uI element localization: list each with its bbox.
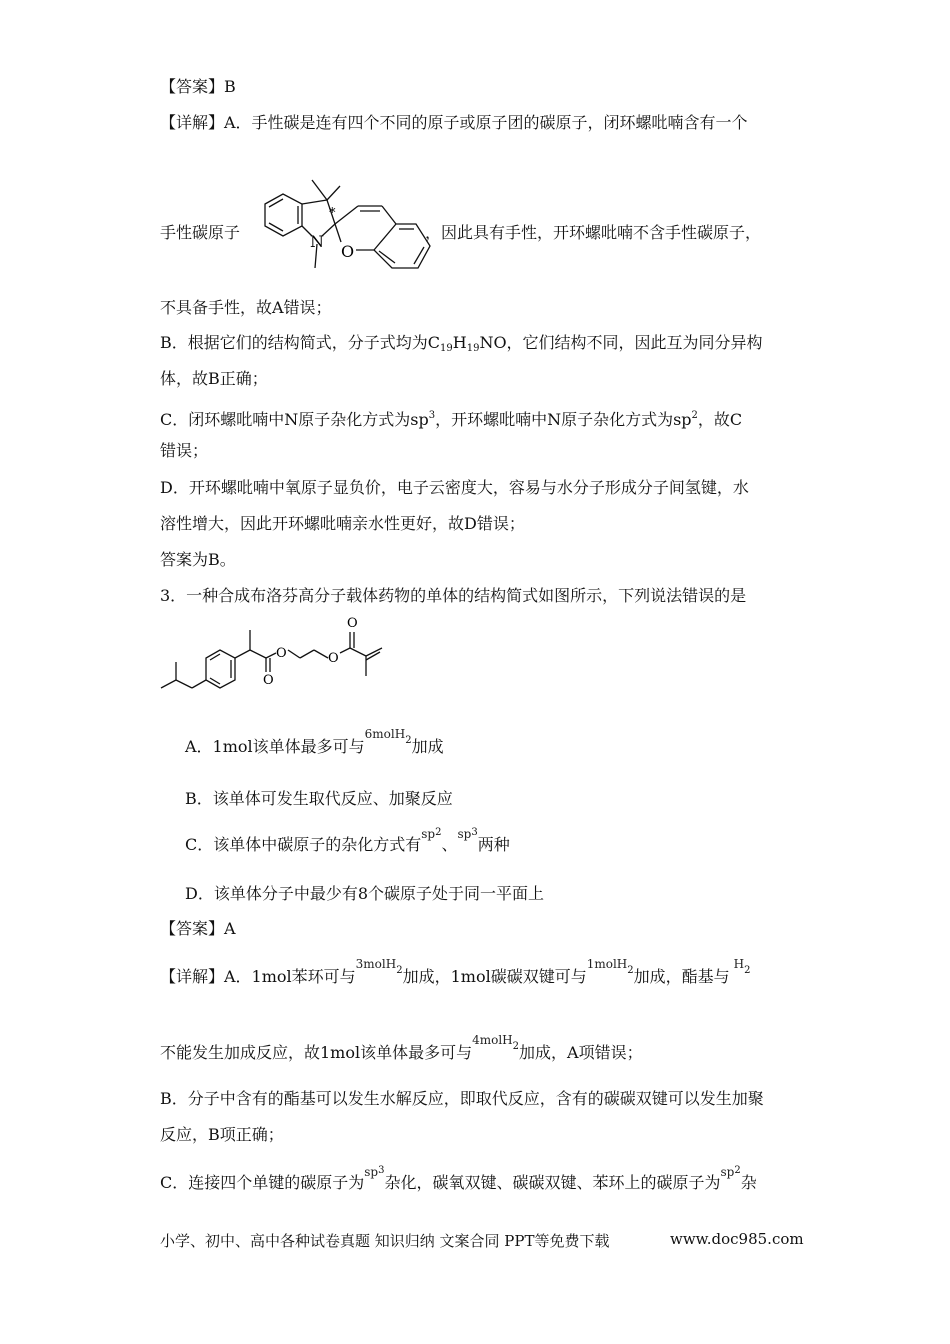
q3-detail-c-sp2: sp	[720, 1165, 735, 1179]
carbonyl-o-1: O	[263, 673, 274, 688]
sp2-sup: 2	[691, 410, 698, 421]
q3-detail-c-sp3: sp	[364, 1165, 379, 1179]
q3-option-d: D．该单体分子中最少有8个碳原子处于同一平面上	[185, 884, 545, 903]
q3-detail-b-line1: B．分子中含有的酯基可以发生水解反应，即取代反应，含有的碳碳双键可以发生加聚	[160, 1089, 764, 1108]
q3-option-c-post: 两种	[477, 835, 510, 854]
q3-detail-a-chem2: 1molH	[586, 957, 628, 971]
q2-detail-a-line2-pre: 手性碳原子	[160, 223, 241, 242]
q3-detail-c-sp3-sup: 3	[378, 1165, 385, 1176]
q3-option-c-sp2: sp	[421, 827, 436, 841]
q2-detail-c-line1	[160, 405, 742, 431]
q3-option-a	[185, 727, 444, 764]
q2-detail-b-text: B．根据它们的结构简式，分子式均为C	[160, 333, 441, 352]
sp3-sup: 3	[428, 410, 436, 421]
q3-option-b: B．该单体可发生取代反应、加聚反应	[185, 789, 453, 808]
q3-option-c-sep: 、	[441, 835, 458, 854]
q2-answer: 【答案】B	[160, 77, 236, 96]
q3-option-c-text: C．该单体中碳原子的杂化方式有	[185, 835, 422, 854]
q3-detail-c-text: C．连接四个单键的碳原子为	[160, 1173, 365, 1192]
q3-detail-c-line1	[160, 1165, 757, 1200]
q3-detail-a-mid: 加成，1mol碳碳双键可与	[402, 967, 587, 986]
q2-detail-a-line2-post: ，因此具有手性，开环螺吡喃不含手性碳原子，	[425, 223, 762, 242]
q3-option-c-sp2-sup: 2	[435, 827, 442, 838]
q3-detail-a-chem3: H	[733, 957, 745, 971]
q2-detail-c-text: C．闭环螺吡喃中N原子杂化方式为sp	[160, 410, 429, 429]
q3-detail-b-line2: 反应，B项正确；	[160, 1125, 284, 1144]
q2-detail-b-post: NO，它们结构不同，因此互为同分异构	[479, 333, 763, 352]
page-footer	[160, 1230, 804, 1251]
q3-stem: 3．一种合成布洛芬高分子载体药物的单体的结构简式如图所示，下列说法错误的是	[160, 586, 747, 605]
q3-detail-a-sub1: 2	[396, 965, 403, 976]
q3-detail-a2-chem: 4molH	[472, 1033, 513, 1047]
q3-option-c-sp3-sup: 3	[471, 827, 478, 838]
formula-h: H	[452, 333, 467, 352]
q3-detail-a2-sub: 2	[512, 1041, 520, 1052]
chiral-star: *	[329, 206, 336, 221]
formula-sub-c: 19	[440, 343, 453, 354]
formula-sub-h: 19	[466, 343, 480, 354]
q3-detail-a2-text: 不能发生加成反应，故1mol该单体最多可与	[160, 1043, 473, 1062]
q3-option-a-sub: 2	[405, 735, 412, 746]
q3-detail-a2-post: 加成，A项错误；	[519, 1043, 643, 1062]
q3-detail-c-mid: 杂化，碳氧双键、碳碳双键、苯环上的碳原子为	[384, 1173, 721, 1192]
q2-detail-c-mid: ，开环螺吡喃中N原子杂化方式为sp	[435, 410, 692, 429]
q2-conclusion: 答案为B。	[160, 550, 236, 569]
ester-o-2: O	[328, 651, 339, 666]
q3-detail-c-sp2-sup: 2	[734, 1165, 741, 1176]
q2-detail-c-post: ，故C	[697, 410, 743, 429]
q2-detail-c-line2: 错误；	[160, 441, 209, 460]
q3-detail-a-sub2: 2	[627, 965, 634, 976]
atom-n: N	[310, 232, 324, 251]
q2-detail-d-line1: D．开环螺吡喃中氧原子显负价，电子云密度大，容易与水分子形成分子间氢键，水	[160, 478, 749, 497]
q3-detail-a-line1	[160, 957, 751, 994]
q3-option-c-sp3: sp	[457, 827, 472, 841]
footer-url[interactable]: www.doc985.com	[670, 1230, 804, 1248]
carbonyl-o-2: O	[347, 616, 358, 631]
q2-detail-d-line2: 溶性增大，因此开环螺吡喃亲水性更好，故D错误；	[160, 514, 525, 533]
q3-detail-a-text: 【详解】A．1mol苯环可与	[160, 967, 356, 986]
q3-detail-a-chem1: 3molH	[355, 957, 397, 971]
q3-option-c	[185, 827, 510, 862]
q3-option-a-chem: 6molH	[364, 727, 406, 741]
q3-option-a-text: A．1mol该单体最多可与	[185, 737, 365, 756]
q2-detail-b-line1	[160, 332, 763, 360]
q2-detail-b-line2: 体，故B正确；	[160, 369, 268, 388]
q2-detail-a-line1: 【详解】A．手性碳是连有四个不同的原子或原子团的碳原子，闭环螺吡喃含有一个	[160, 113, 748, 132]
atom-o: O	[341, 242, 355, 261]
q3-detail-a-mid2: 加成，酯基与	[633, 967, 730, 986]
q3-detail-a-sub3: 2	[744, 965, 751, 976]
q3-detail-a-line2	[160, 1033, 643, 1070]
ester-o-1: O	[276, 646, 287, 661]
q3-answer: 【答案】A	[160, 919, 236, 938]
footer-text: 小学、初中、高中各种试卷真题 知识归纳 文案合同 PPT等免费下载	[160, 1232, 610, 1250]
ibuprofen-monomer-structure	[158, 612, 403, 692]
q3-option-a-post: 加成	[411, 737, 444, 756]
spiropyran-structure	[240, 172, 435, 282]
q2-detail-a-line3: 不具备手性，故A错误；	[160, 298, 332, 317]
q3-detail-c-post: 杂	[740, 1173, 757, 1192]
